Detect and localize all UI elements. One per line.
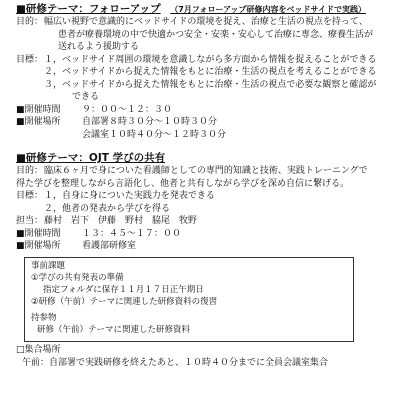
time-row [16,228,384,241]
purpose-line: 患者が療養環境の中で快適かつ安全・安楽・安心して治療に専念、療養生活が [58,29,374,40]
purpose-line: 臨床６ヶ月で身についた看護師としての専門的知識と技術、実践トレーニングで [44,166,368,176]
prep-title: 事前課題 [31,260,66,271]
place-value: 看護部研修室 [82,241,137,251]
meeting-title: □集合場所 [16,344,61,355]
section1-heading [16,2,384,16]
section1-title: ■研修テーマ：フォローアップ [16,3,161,15]
purpose-line: 送れるよう援助する [58,42,140,52]
staff-row [16,215,384,228]
place-row [16,240,384,253]
purpose-line-row [16,41,384,54]
time-label: ■開催時間 [16,104,61,115]
goal-number: ２， [44,67,63,77]
place-value: 会議室１０時４０分～１２時３０分 [82,129,227,140]
section2-title: ■研修テーマ：OJT 学びの共有 [16,152,166,164]
goal-row [16,79,384,92]
goal-text: できる [72,92,100,102]
time-row [16,104,384,117]
goal-text: ベッドサイド周囲の環境を意識しながら多方面から情報を捉えることができる [62,54,377,65]
time-label: ■開催時間 [16,228,61,239]
purpose-line-row [16,178,384,191]
purpose-line: 幅広い視野で意識的にベッドサイドの環境を捉え、治療と生活の視点を持って、 [44,17,368,27]
goal-row [16,190,384,203]
staff-label: 担当： [16,216,44,226]
section2-heading [16,151,384,165]
bring-item: 研修（午前）テーマに関連した研修資料 [37,324,191,335]
goal-number: １， [44,54,63,65]
place-row [16,129,384,142]
goals-label: 目標： [16,54,44,65]
assignment-box [24,257,354,342]
place-value: 自部署８時３０分～１０時３０分 [82,117,218,127]
purpose-label: 目的： [16,166,44,176]
time-value: ９：００～１２：３０ [82,104,173,115]
meeting-line: 午前：自部署で実践研修を終えたあと、１０時４０分までに全員会議室集合 [22,357,329,368]
goal-text: 自身に身についた実践力を発表できる [62,191,215,201]
staff-value: 藤村 岩下 伊藤 野村 脇尾 牧野 [44,216,198,226]
goal-continuation-row [16,91,384,104]
goal-number: １， [44,191,63,201]
prep-item: ②研修（午前）テーマに関連した研修資料の復習 [31,296,218,307]
prep-item: ①学びの共有発表の準備 [31,272,124,283]
goal-number: ３， [44,79,63,90]
goal-row [16,54,384,67]
place-row [16,116,384,129]
goal-number: ２， [44,203,63,214]
purpose-label: 目的： [16,17,44,27]
place-label: ■開催場所 [16,117,61,127]
purpose-line: 得た学びを整理しながら言語化し、他者と共有しながら学びを深め自信に繋げる。 [16,178,350,189]
purpose-line-row [16,29,384,42]
goal-text: ベッドサイドから捉えた情報をもとに治療・生活の視点を考えることができる [62,67,377,77]
time-value: １３：４５～１７：００ [82,228,182,239]
meeting-section [16,344,384,370]
goal-text: ベッドサイドから捉えた情報をもとに治療・生活の視点で必要な観察と確認が [62,79,377,90]
prep-item: 指定フォルダに保存１１月１７日正午期日 [43,284,204,295]
section2-purpose-row [16,165,384,178]
goal-text: 他者の発表から学びを得る [62,203,171,214]
section1-note: （7月フォローアップ研修内容をベッドサイドで実践） [170,5,366,14]
goal-row [16,66,384,79]
goals-label: 目標： [16,191,44,201]
bring-title: 持参物 [31,312,57,323]
place-label: ■開催場所 [16,241,61,251]
goal-row [16,203,384,216]
section1-purpose-row [16,16,384,29]
